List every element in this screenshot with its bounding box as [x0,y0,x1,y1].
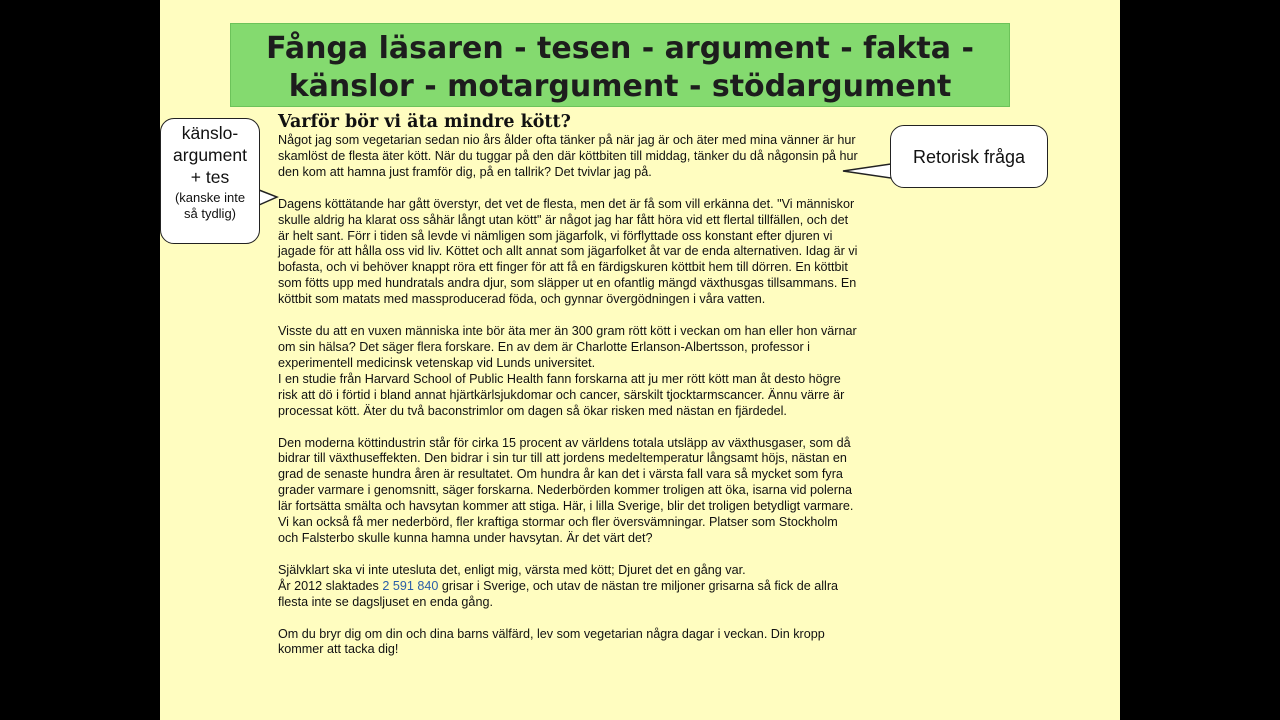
paragraph-2: Dagens köttätande har gått överstyr, det vet de flesta, men det är få som vill erkänna det. "Vi människor skulle aldrig ha klarat oss såhär långt utan kött" är något jag har fått höra vid ett flertal tillfällen, och det är helt sant. Förr i tiden så levde vi nämligen som jägarfolk, vi förflyttade oss konstant efter djuren vi jagade för att hålla oss vid liv. Köttet och allt annat som jägarfolket åt var de enda alternativen. Idag är vi bofasta, och vi behöver knappt röra ett finger för att få en färdigskuren köttbit hem till dörren. En köttbit som fötts upp med hundratals andra djur, som släpper ut en ofantlig mängd växthusgas tillsammans. En köttbit som matats med massproducerad föda, och gynnar övergödningen i våra vatten. [278,196,858,307]
annotation-bubble-emotional-argument [160,118,260,244]
bubble-left-line-3: + tes [190,167,230,187]
paragraph-4: Den moderna köttindustrin står för cirka 15 procent av världens totala utsläpp av växthusgaser, som då bidrar till växthuseffekten. Den bidrar i sin tur till att jordens medeltemperatur långsamt höjs, nästan en grad de senaste hundra åren är resultatet. Om hundra år kan det i värsta fall vara så mycket som fyra grader varmare i genomsnitt, säger forskarna. Nederbörden kommer troligen att öka, isarna vid polerna lär fortsätta smälta och havsytan kommer att stiga. Här, i lilla Sverige, blir det troligen betydligt varmare. Vi kan också få mer nederbörd, fler kraftiga stormar och fler översvämningar. Platser som Stockholm och Falsterbo skulle kunna hamna under havsytan. Är det värt det? [278,435,854,545]
paragraph-5-line-1: Självklart ska vi inte utesluta det, enligt mig, värsta med kött; Djuret det en gång var. [278,562,746,577]
slide [160,0,1120,720]
bubble-left-line-1: känslo- [181,123,239,143]
bubble-right-text: Retorisk fråga [912,147,1026,167]
paragraph-5 [278,563,888,611]
pig-count: 2 591 840 [382,578,439,593]
paragraph-1: Något jag som vegetarian sedan nio års ålder ofta tänker på när jag är och äter med mina vänner är hur skamlöst de flesta äter kött. När du tuggar på den där köttbiten till middag, tänker du då någonsin på hur den kom att hamna just framför dig, på en tallrik? Det tvivlar jag på. [278,133,858,179]
paragraph-3: Visste du att en vuxen människa inte bör äta mer än 300 gram rött kött i veckan om han eller hon värnar om sin hälsa? Det säger flera forskare. En av dem är Charlotte Erlanson-Albertsson, professor i experimentell medicinsk vetenskap vid Lunds universitet. I en studie från Harvard School of Public Health fann forskarna att ju mer rött kött man åt desto högre risk att dö i förtid i bland annat hjärtkärlsjukdomar och cancer, särskilt tjocktarmscancer. Ännu värre är processat kött. Äter du två baconstrimlor om dagen så ökar risken med nästan en fjärdedel. [278,324,857,418]
annotation-bubble-rhetorical-question [890,125,1048,188]
paragraph-6: Om du bryr dig om din och dina barns välfärd, lev som vegetarian några dagar i veckan. Din kropp kommer att tacka dig! [278,626,825,657]
article-title: Varför bör vi äta mindre kött? [278,112,571,132]
paragraph-5-suffix: grisar i Sverige, och utav de nästan tre miljoner grisarna så fick de allra flesta inte se dagsljuset en enda gång. [278,578,839,609]
bubble-left-line-2: argument [173,145,247,165]
bubble-left-line-4: (kanske inte [174,190,246,205]
paragraph-5-prefix: År 2012 slaktades [278,578,383,593]
bubble-left-line-5: så tydlig) [183,206,237,221]
title-banner [230,23,1010,107]
article [278,111,888,674]
banner-line-1: Fånga läsaren - tesen - argument - fakta - [266,31,974,66]
banner-line-2: känslor - motargument - stödargument [288,69,952,104]
